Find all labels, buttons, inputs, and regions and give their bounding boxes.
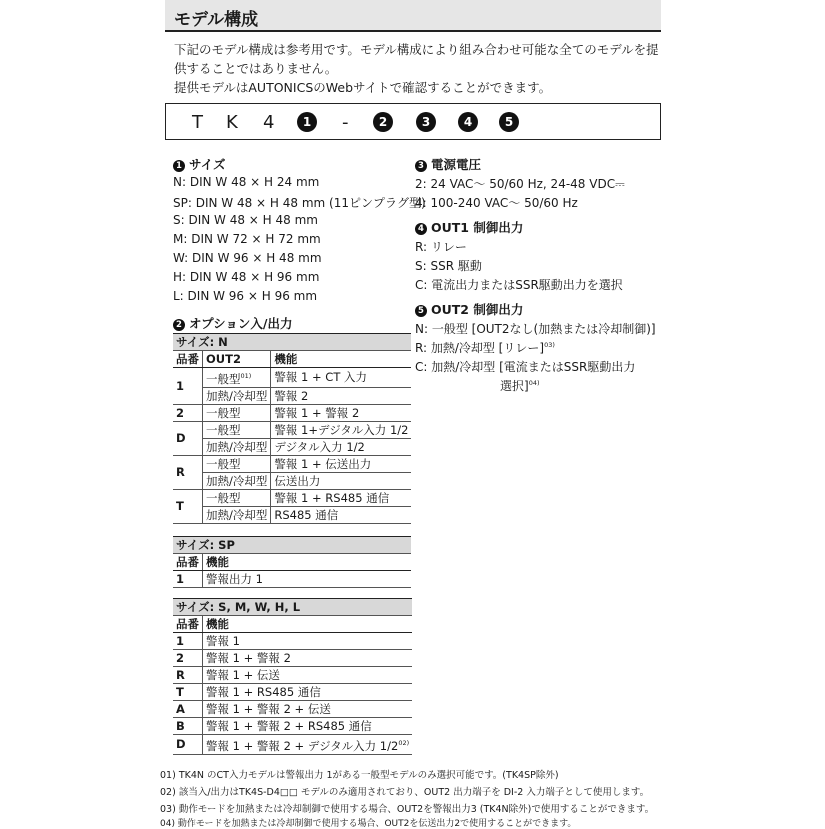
table-row <box>173 506 411 523</box>
footnote: 03) 動作モードを加熱または冷却制御で使用する場合、OUT2を警報出力3 (TK4N除外)で使用することができます。 <box>160 804 655 815</box>
option-section-title <box>173 314 292 332</box>
size-item: L: DIN W 96 × H 96 mm <box>173 289 318 303</box>
row-function: 警報 1 + RS485 通信 <box>271 489 412 506</box>
option-table-size-sp <box>173 536 411 588</box>
row-function: RS485 通信 <box>271 506 412 523</box>
row-out2: 加熱/冷却型 <box>203 438 271 455</box>
page-title: モデル構成 <box>174 10 259 30</box>
power-item: 4: 100-240 VAC～ 50/60 Hz <box>415 196 578 210</box>
row-out2: 加熱/冷却型 <box>203 387 271 404</box>
row-out2: 一般型 <box>203 421 271 438</box>
size-item: N: DIN W 48 × H 24 mm <box>173 175 320 189</box>
out2-section-title <box>415 300 523 318</box>
row-function: 警報 1 + 警報 2 + RS485 通信 <box>203 718 413 735</box>
col-header-code: 品番 <box>173 351 203 368</box>
intro-line-3: 提供モデルはAUTONICSのWebサイトで確認することができます。 <box>174 80 552 95</box>
size-item: S: DIN W 48 × H 48 mm <box>173 213 318 227</box>
row-code: T <box>173 489 203 523</box>
table-row <box>173 438 411 455</box>
option-table-size-smwhl <box>173 598 412 755</box>
out1-item: R: リレー <box>415 240 467 254</box>
model-code-box <box>165 103 661 140</box>
model-code-slot-1: 1 <box>297 112 317 132</box>
row-out2: 加熱/冷却型 <box>203 506 271 523</box>
size-title: サイズ <box>189 157 226 172</box>
table-title: サイズ: N <box>173 334 411 351</box>
model-code-slot-5: 5 <box>499 112 519 132</box>
table-title: サイズ: SP <box>173 537 411 554</box>
table-row <box>173 718 412 735</box>
option-title: オプション入/出力 <box>189 316 293 331</box>
row-function: 警報 1 + 伝送出力 <box>271 455 412 472</box>
row-function: 警報 1 + RS485 通信 <box>203 684 413 701</box>
row-out2: 加熱/冷却型 <box>203 472 271 489</box>
row-code: D <box>173 421 203 455</box>
out1-item: S: SSR 駆動 <box>415 259 482 273</box>
row-out2: 一般型 <box>203 455 271 472</box>
power-title: 電源電圧 <box>431 157 482 172</box>
row-code: 1 <box>173 368 203 405</box>
model-code-slot-3: 3 <box>416 112 436 132</box>
model-code-dash: - <box>342 112 350 133</box>
table-row <box>173 387 411 404</box>
col-header-function: 機能 <box>203 554 412 571</box>
table-row <box>173 368 411 388</box>
size-item: M: DIN W 72 × H 72 mm <box>173 232 321 246</box>
row-code: 1 <box>173 633 203 650</box>
table-row <box>173 633 412 650</box>
row-function: 警報出力 1 <box>203 571 412 588</box>
power-section-title <box>415 155 481 173</box>
model-code-slot-4: 4 <box>458 112 478 132</box>
col-header-function: 機能 <box>271 351 412 368</box>
row-function: 警報 1 + 警報 2 + 伝送 <box>203 701 413 718</box>
model-code-slot-2: 2 <box>373 112 393 132</box>
row-code: T <box>173 684 203 701</box>
footnote: 02) 該当入/出力はTK4S-D4□□ モデルのみ適用されており、OUT2 出力端子を DI-2 入力端子として使用します。 <box>160 787 650 798</box>
row-function: 警報 1 + CT 入力 <box>271 368 412 388</box>
model-code-t: T <box>192 112 204 133</box>
out2-item: C: 加熱/冷却型 [電流またはSSR駆動出力 <box>415 360 636 374</box>
row-function: 伝送出力 <box>271 472 412 489</box>
out2-title: OUT2 制御出力 <box>431 302 524 317</box>
option-num-badge: 2 <box>173 319 185 331</box>
row-code: R <box>173 455 203 489</box>
col-header-code: 品番 <box>173 554 203 571</box>
power-num-badge: 3 <box>415 160 427 172</box>
row-function: 警報 2 <box>271 387 412 404</box>
out1-num-badge: 4 <box>415 223 427 235</box>
model-code-k: K <box>226 112 239 133</box>
footnote: 01) TK4N のCT入力モデルは警報出力 1がある一般型モデルのみ選択可能です。(TK4SP除外) <box>160 770 559 781</box>
row-code: 2 <box>173 404 203 421</box>
row-function: 警報 1 <box>203 633 413 650</box>
col-header-code: 品番 <box>173 616 203 633</box>
intro-line-2: 供することではありません。 <box>174 61 338 76</box>
table-row <box>173 489 411 506</box>
out1-section-title <box>415 218 523 236</box>
table-row <box>173 684 412 701</box>
row-function: デジタル入力 1/2 <box>271 438 412 455</box>
row-code: B <box>173 718 203 735</box>
size-num-badge: 1 <box>173 160 185 172</box>
table-row <box>173 650 412 667</box>
row-function: 警報 1 + 警報 2 <box>203 650 413 667</box>
intro-line-1: 下記のモデル構成は参考用です。モデル構成により組み合わせ可能な全てのモデルを提 <box>174 42 659 57</box>
col-header-out2: OUT2 <box>203 351 271 368</box>
row-code: D <box>173 735 203 755</box>
size-item: W: DIN W 96 × H 48 mm <box>173 251 322 265</box>
row-code: R <box>173 667 203 684</box>
table-row <box>173 421 411 438</box>
row-function: 警報 1 + 伝送 <box>203 667 413 684</box>
table-row <box>173 735 412 755</box>
table-row <box>173 571 411 588</box>
out1-title: OUT1 制御出力 <box>431 220 524 235</box>
out1-item: C: 電流出力またはSSR駆動出力を選択 <box>415 278 623 292</box>
row-code: 1 <box>173 571 203 588</box>
option-table-size-n <box>173 333 411 524</box>
out2-num-badge: 5 <box>415 305 427 317</box>
row-code: 2 <box>173 650 203 667</box>
row-function: 警報 1+デジタル入力 1/2 <box>271 421 412 438</box>
footnote: 04) 動作モードを加熱または冷却制御で使用する場合、OUT2を伝送出力2で使用することができます。 <box>160 819 577 829</box>
table-row <box>173 667 412 684</box>
size-item: SP: DIN W 48 × H 48 mm (11ピンプラグ型) <box>173 196 426 210</box>
table-row <box>173 472 411 489</box>
out2-item: N: 一般型 [OUT2なし(加熱または冷却制御)] <box>415 322 656 336</box>
row-out2: 一般型$^{01)}$ <box>203 368 271 388</box>
table-row <box>173 455 411 472</box>
row-code: A <box>173 701 203 718</box>
row-out2: 一般型 <box>203 404 271 421</box>
size-section-title <box>173 155 226 173</box>
out2-item: R: 加熱/冷却型 [リレー]$^{03)}$ <box>415 341 555 355</box>
col-header-function: 機能 <box>203 616 413 633</box>
row-function: 警報 1 + 警報 2 + デジタル入力 1/2$^{02)}$ <box>203 735 413 755</box>
table-row <box>173 404 411 421</box>
row-out2: 一般型 <box>203 489 271 506</box>
row-function: 警報 1 + 警報 2 <box>271 404 412 421</box>
table-row <box>173 701 412 718</box>
out2-item-continued: 選択]$^{04)}$ <box>500 379 540 393</box>
table-title: サイズ: S, M, W, H, L <box>173 599 412 616</box>
size-item: H: DIN W 48 × H 96 mm <box>173 270 320 284</box>
model-code-4: 4 <box>263 112 276 133</box>
power-item: 2: 24 VAC～ 50/60 Hz, 24-48 VDC⎓ <box>415 177 625 191</box>
